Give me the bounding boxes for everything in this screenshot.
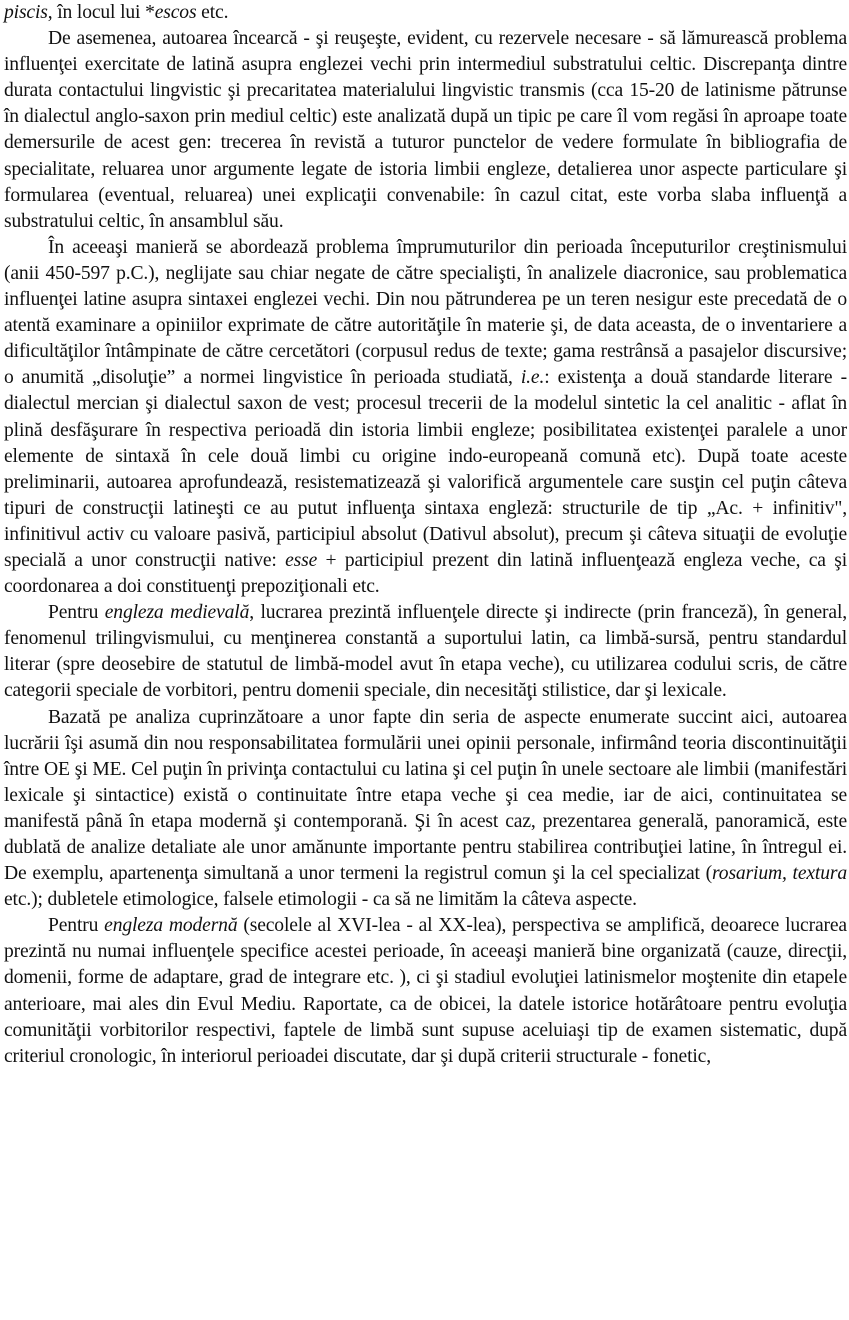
- italic-text: engleza medievală: [104, 602, 250, 624]
- text-run: De asemenea, autoarea încearcă - şi reuşeşte, evident, cu rezervele necesare - să lămurească problema influenţei exercitate de latină asupra englezei vechi prin intermediul substratului celtic. Discrepanţa dintre durata contactului lingvistic şi precaritatea materialului lingvistic transmis (cca 15-20 de latinisme pătrunse în dialectul anglo-saxon prin mediul celtic) este analizată după un tipic pe care îl vom regăsi în aproape toate demersurile de acest gen: trecerea în revistă a tuturor punctelor de vedere formulate în bibliografia de specialitate, reluarea unor argumente legate de istoria limbii engleze, detalierea unor aspecte particulare şi formularea (eventual, reluarea) unei explicaţii convenabile: în cazul citat, este vorba slaba influenţă a substratului celtic, în ansamblul său.: [4, 28, 847, 232]
- text-run: În aceeaşi manieră se abordează problema împrumuturilor din perioada începuturilor creştinismului (anii 450-597 p.C.), neglijate sau chiar negate de către specialişti, în analizele diacronice, sau problematica influenţei latine asupra sintaxei englezei vechi. Din nou pătrunderea pe un teren nesigur este precedată de o atentă examinare a opiniilor exprimate de către autorităţile în materie şi, de data aceasta, de o inventariere a dificultăţilor întâmpinate de către cercetători (corpusul redus de texte; gama restrânsă a pasajelor discursive; o anumită „disoluţie” a normei lingvistice în perioada studiată,: [4, 236, 847, 389]
- italic-text: escos: [154, 2, 197, 23]
- italic-text: engleza modernă: [104, 915, 238, 937]
- paragraph-modern-english: [4, 913, 847, 1070]
- text-run: Pentru: [48, 915, 105, 937]
- text-run: Bazată pe analiza cuprinzătoare a unor fapte din seria de aspecte enumerate succint aici, autoarea lucrării îşi asumă din nou responsabilitatea formulării unei opinii personale, infirmând teoria discontinuităţii între OE şi ME. Cel puţin în privinţa contactului cu latina şi cel puţin în unele sectoare ale limbii (manifestări lexicale şi sintactice) există o continuitate între etapa veche şi cea medie, iar de aici, continuitatea se manifestă până în etapa modernă şi contemporană. Şi în acest caz, prezentarea generală, panoramică, este dublată de analize detaliate ale unor amănunte importante pentru stabilirea contribuţiei latine, în întregul ei. De exemplu, apartenenţa simultană a unor termeni la registrul comun şi la cel specializat (: [4, 706, 847, 885]
- text-run: + participiul prezent din latină influenţează engleza veche, ca şi coordonarea a doi constituenţi prepoziţionali etc.: [4, 549, 847, 598]
- italic-text: i.e.: [520, 367, 545, 389]
- text-run: etc.: [196, 2, 229, 23]
- text-run: (secolele al XVI-lea - al XX-lea), perspectiva se amplifică, deoarece lucrarea prezintă nu numai influenţele specifice acestei perioade, în aceeaşi manieră bine organizată (cauze, direcţii, domenii, forme de adaptare, grad de integrare etc. ), ci şi stadiul evoluţiei latinismelor moştenite din etapele anterioare, mai ales din Evul Mediu. Raportate, ca de obicei, la datele istorice hotărâtoare pentru evoluţia comunităţii vorbitorilor respectivi, faptele de limbă sunt supuse aceluiaşi tip de examen sistematic, după criteriul cronologic, în interiorul perioadei discutate, dar şi după criterii structurale - fonetic,: [4, 915, 847, 1067]
- italic-text: esse: [285, 549, 318, 571]
- paragraph-medieval-english: [4, 600, 847, 704]
- text-run: , lucrarea prezintă influenţele directe şi indirecte (prin franceză), în general, fenomenul trilingvismului, cu menţinerea constantă a suportului latin, ca limbă-sursă, pentru standardul literar (spre deosebire de statutul de limbă-model avut în etapa veche), cu utilizarea codului scris, de către categorii speciale de vorbitori, pentru domenii speciale, din necesităţi stilistice, dar şi lexicale.: [4, 602, 847, 702]
- text-run: , în locul lui *: [47, 2, 155, 23]
- paragraph-continuity: [4, 705, 847, 914]
- italic-text: piscis: [4, 2, 48, 23]
- paragraph-christianity-syntax: [4, 235, 847, 600]
- paragraph-continuation: [4, 0, 847, 26]
- text-run: etc.); dubletele etimologice, falsele etimologii - ca să ne limităm la câteva aspecte.: [4, 889, 637, 911]
- paragraph-celtic-substrate: [4, 26, 847, 235]
- italic-text: rosarium, textura: [712, 863, 847, 885]
- text-run: : existenţa a două standarde literare - dialectul mercian şi dialectul saxon de vest; procesul trecerii de la modelul sintetic la cel analitic - aflat în plină desfăşurare în respectiva perioadă din istoria limbii engleze; posibilitatea existenţei paralele a unor elemente de sintaxă în cele două limbi cu origine indo-europeană comună etc). După toate aceste preliminarii, autoarea aprofundează, resistematizează şi valorifică argumentele care susţin cel puţin câteva tipuri de construcţii latineşti ce au putut influenţa sintaxa engleză: structurile de tip „Ac. + infinitiv", infinitivul activ cu valoare pasivă, participiul absolut (Dativul absolut), precum şi câteva situaţii de evoluţie specială a unor construcţii native:: [4, 367, 847, 571]
- text-run: Pentru: [48, 602, 105, 624]
